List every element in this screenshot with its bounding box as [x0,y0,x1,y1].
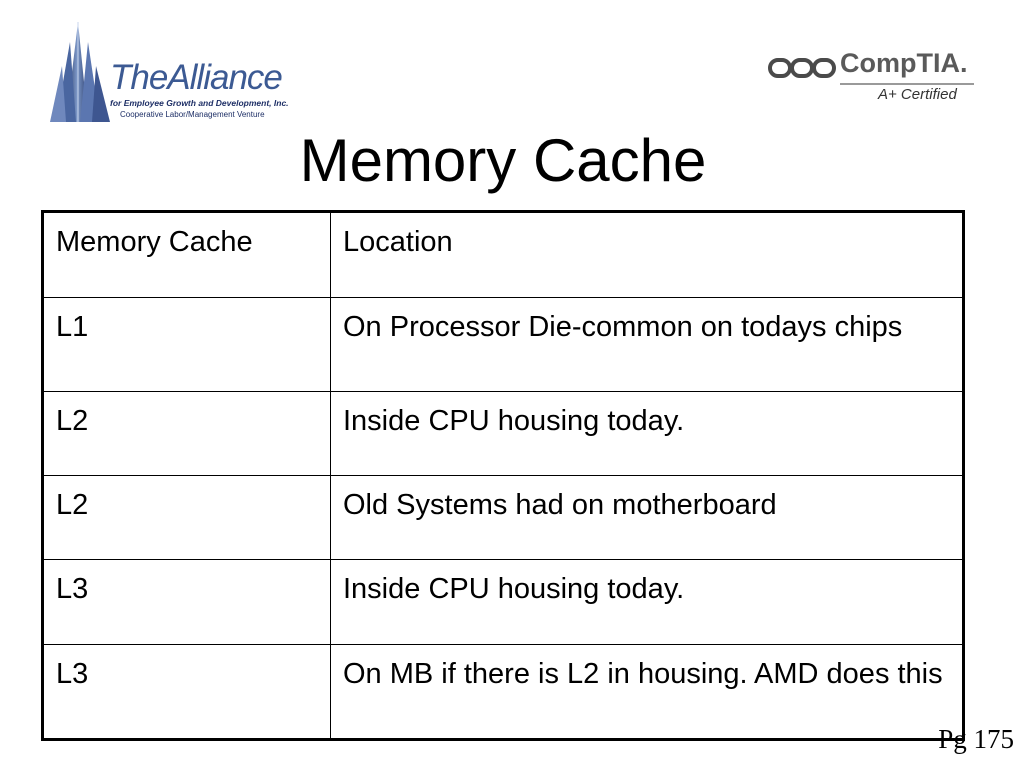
cache-level-cell: L1 [43,298,331,392]
comptia-rings-icon [768,54,840,84]
location-cell: On Processor Die-common on todays chips [331,298,964,392]
table-row [43,645,964,740]
location-cell: Inside CPU housing today. [331,392,964,476]
comptia-certification: A+ Certified [878,86,957,103]
alliance-logo-name: TheAlliance [110,58,282,97]
cache-level-cell: L3 [43,560,331,645]
table-row [43,392,964,476]
table-header-row [43,212,964,298]
table-row [43,476,964,560]
cache-level-cell: L2 [43,392,331,476]
comptia-logo [768,50,983,112]
alliance-tower-icon [48,18,118,128]
alliance-logo-subtagline: Cooperative Labor/Management Venture [120,110,265,119]
alliance-logo [48,18,308,128]
comptia-divider [840,83,974,85]
table-row [43,560,964,645]
location-cell: On MB if there is L2 in housing. AMD does this [331,645,964,740]
location-cell: Inside CPU housing today. [331,560,964,645]
comptia-logo-name: CompTIA. [840,48,968,78]
memory-cache-table [41,210,965,741]
alliance-logo-tagline: for Employee Growth and Development, Inc. [110,98,289,108]
header-cell-location: Location [331,212,964,298]
cache-level-cell: L3 [43,645,331,740]
table-row [43,298,964,392]
page-number: Pg 175 [938,724,1014,754]
slide-title: Memory Cache [299,127,707,194]
location-cell: Old Systems had on motherboard [331,476,964,560]
cache-level-cell: L2 [43,476,331,560]
header-cell-memory-cache: Memory Cache [43,212,331,298]
